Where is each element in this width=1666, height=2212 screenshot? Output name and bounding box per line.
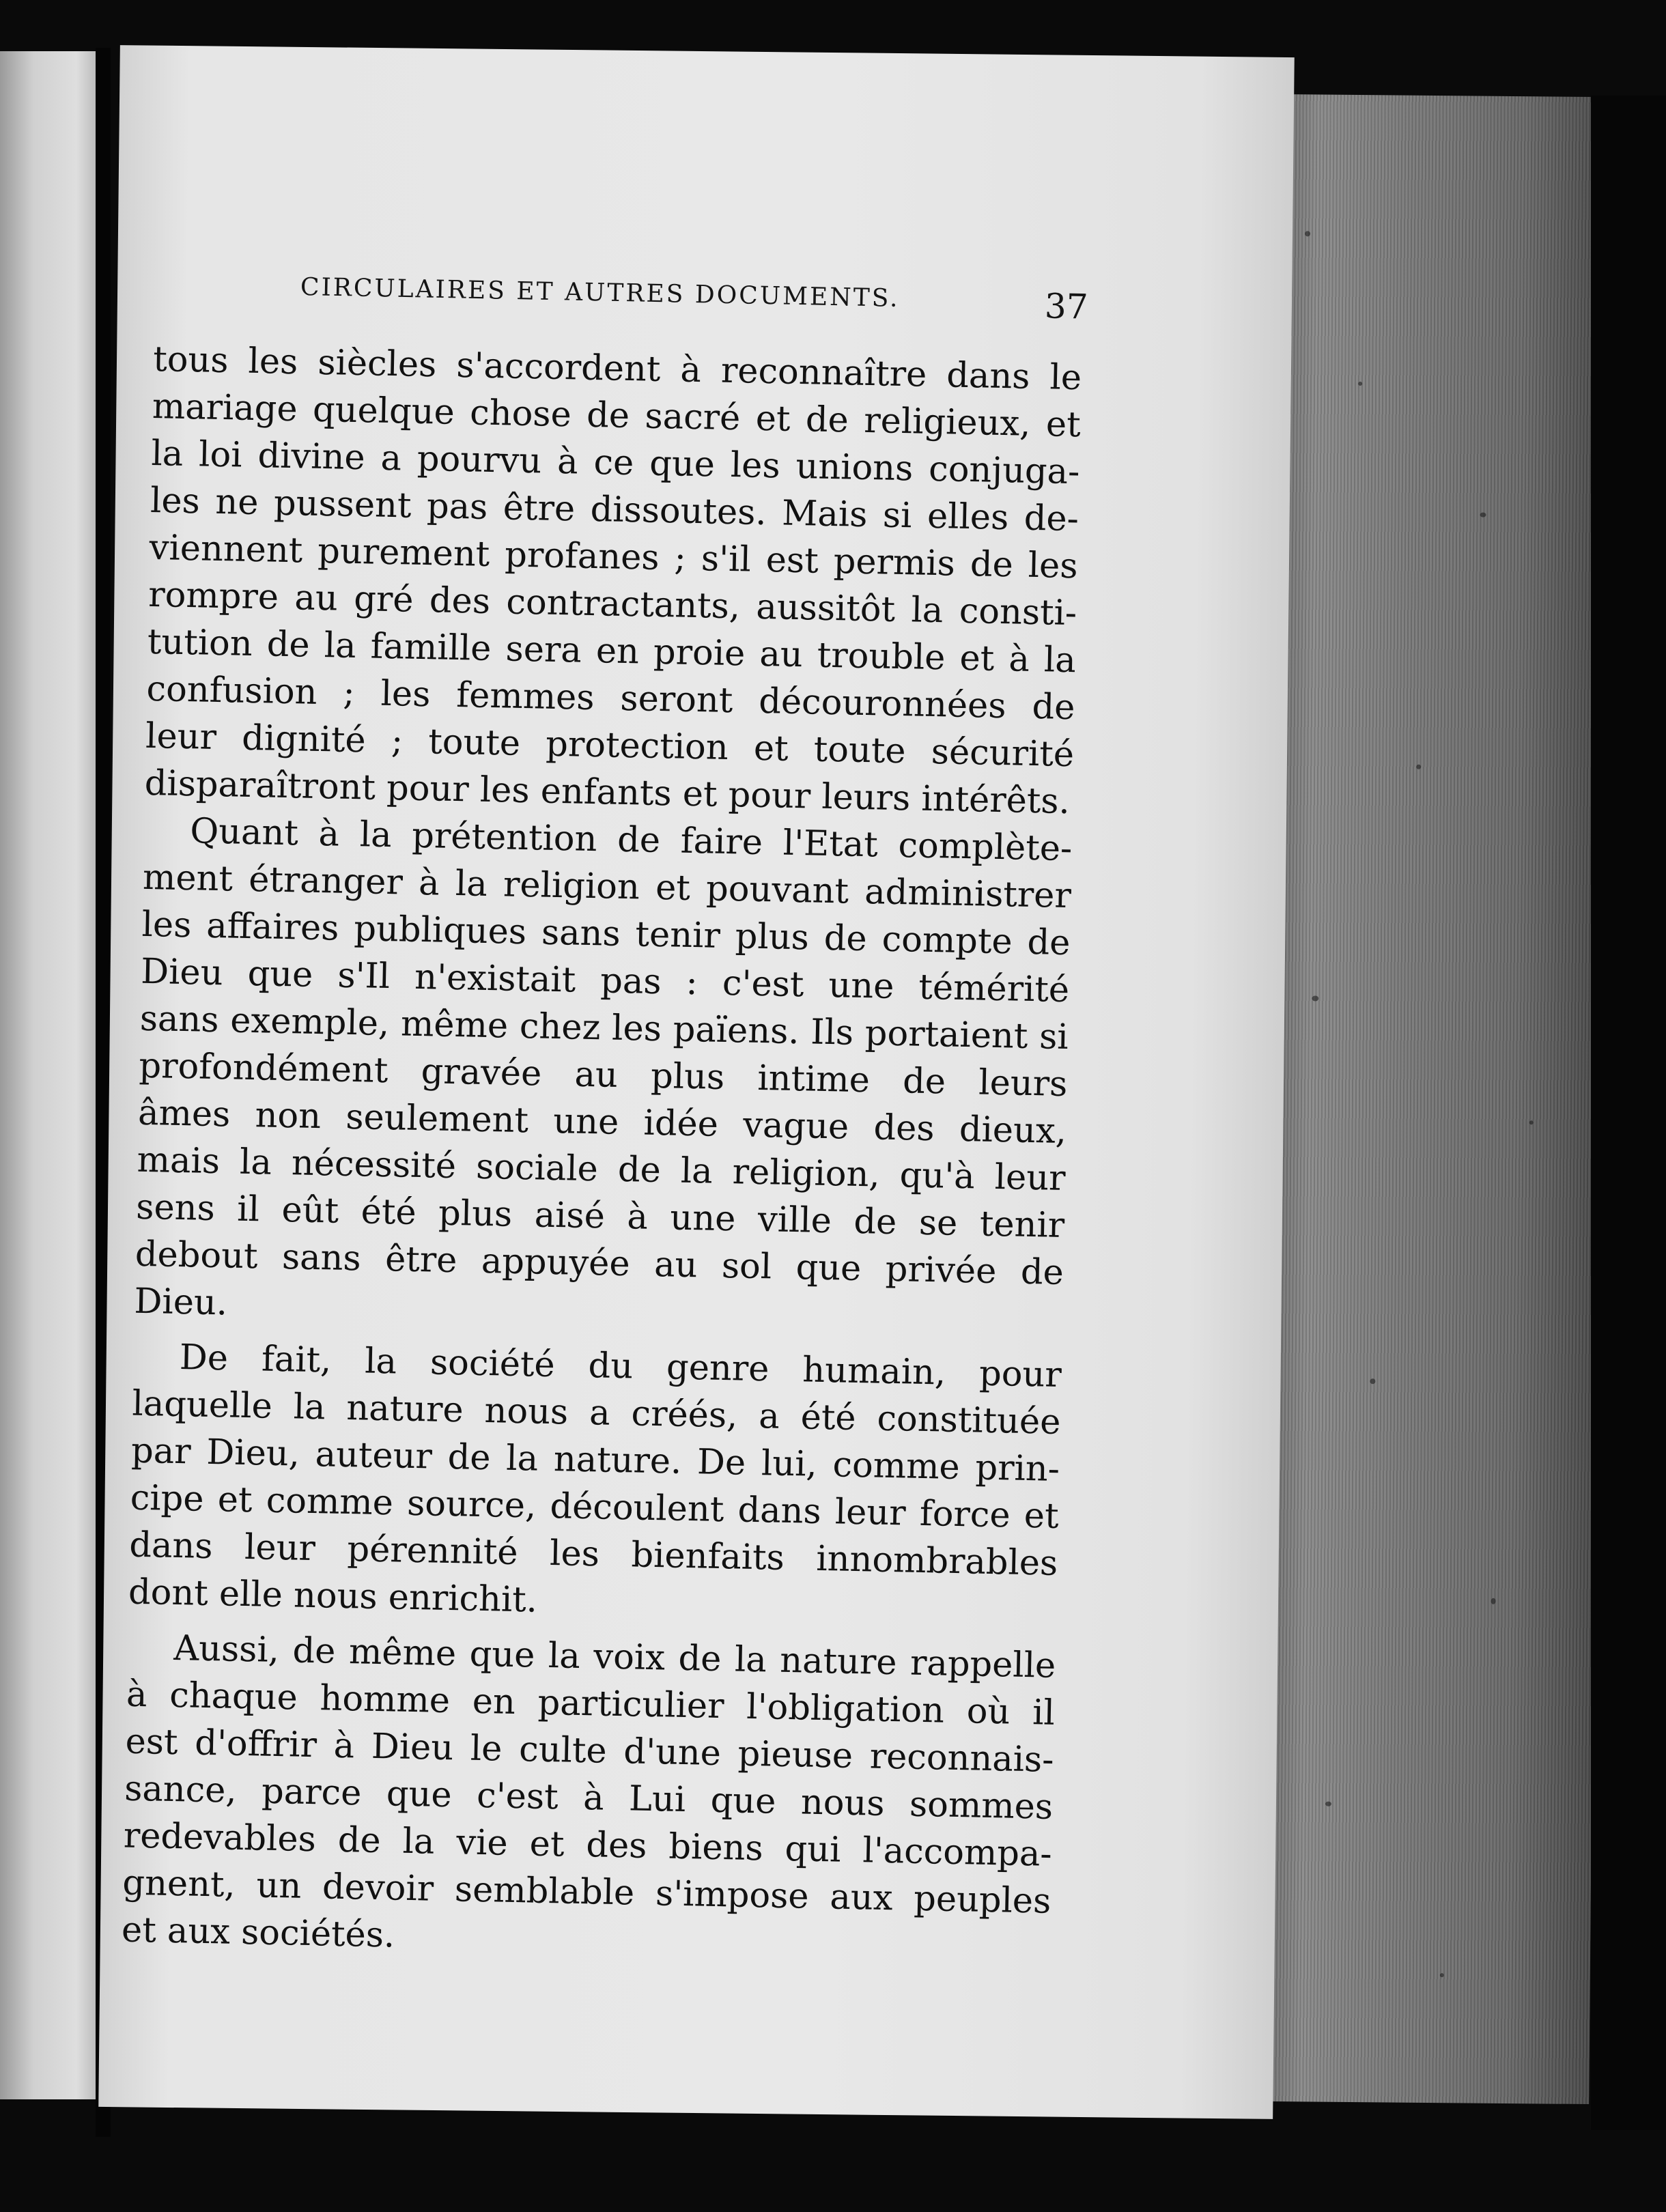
edge-speck bbox=[1358, 382, 1362, 386]
text-line: est d'offrir à Dieu le culte d'une pieuse reconnais- bbox=[125, 1721, 1054, 1781]
text-line: sens il eût été plus aisé à une ville de se tenir bbox=[135, 1187, 1065, 1247]
text-line: sans exemple, même chez les païens. Ils portaient si bbox=[139, 998, 1069, 1058]
previous-page-edge bbox=[0, 51, 96, 2099]
text-line: tous les siècles s'accordent à reconnaître dans le bbox=[152, 339, 1082, 399]
text-line: les ne pussent pas être dissoutes. Mais si elles de- bbox=[150, 480, 1079, 540]
text-line: redevables de la vie et des biens qui l'accompa- bbox=[123, 1815, 1053, 1875]
text-line: Dieu. bbox=[134, 1281, 228, 1324]
book-page-edges bbox=[1261, 94, 1607, 2104]
edge-speck bbox=[1480, 513, 1486, 517]
edge-speck bbox=[1416, 765, 1421, 769]
text-line: âmes non seulement une idée vague des dieux, bbox=[137, 1092, 1067, 1152]
text-line: par Dieu, auteur de la nature. De lui, comme prin- bbox=[130, 1430, 1060, 1490]
text-line: et aux sociétés. bbox=[121, 1910, 395, 1956]
text-line: confusion ; les femmes seront découronnées de bbox=[146, 668, 1075, 728]
text-line: la loi divine a pourvu à ce que les unions conjuga- bbox=[150, 433, 1080, 493]
text-line: tution de la famille sera en proie au trouble et à la bbox=[147, 621, 1077, 681]
edge-speck bbox=[1305, 231, 1310, 236]
text-line: cipe et comme source, découlent dans leur force et bbox=[130, 1477, 1060, 1537]
text-line: à chaque homme en particulier l'obligation où il bbox=[126, 1674, 1056, 1733]
text-line: dans leur pérennité les bienfaits innombrables bbox=[128, 1525, 1058, 1584]
page-number: 37 bbox=[1044, 286, 1089, 327]
running-header: CIRCULAIRES ET AUTRES DOCUMENTS. bbox=[300, 273, 900, 313]
text-line: Aussi, de même que la voix de la nature rappelle bbox=[173, 1628, 1056, 1686]
text-line: Quant à la prétention de faire l'Etat complète- bbox=[189, 811, 1073, 870]
text-line: laquelle la nature nous a créés, a été constituée bbox=[132, 1383, 1061, 1443]
text-line: mais la nécessité sociale de la religion, qu'à leur bbox=[137, 1139, 1067, 1200]
text-line: viennent purement profanes ; s'il est permis de les bbox=[149, 527, 1079, 587]
text-line: gnent, un devoir semblable s'impose aux peuples bbox=[122, 1862, 1051, 1922]
text-line: Dieu que s'Il n'existait pas : c'est une témérité bbox=[140, 951, 1070, 1011]
right-shadow bbox=[1591, 96, 1666, 2130]
edge-speck bbox=[1529, 1120, 1534, 1124]
edge-speck bbox=[1325, 1802, 1331, 1806]
text-line: leur dignité ; toute protection et toute sécurité bbox=[145, 715, 1075, 776]
text-line: profondément gravée au plus intime de leurs bbox=[138, 1045, 1068, 1105]
text-line: les affaires publiques sans tenir plus de compte de bbox=[141, 904, 1071, 964]
edge-speck bbox=[1491, 1598, 1496, 1604]
text-line: dont elle nous enrichit. bbox=[128, 1572, 538, 1621]
edge-speck bbox=[1440, 1973, 1444, 1977]
text-line: De fait, la société du genre humain, pour bbox=[179, 1337, 1062, 1395]
text-line: rompre au gré des contractants, aussitôt la consti- bbox=[147, 574, 1077, 634]
edge-speck bbox=[1370, 1378, 1375, 1384]
text-line: debout sans être appuyée au sol que privée de bbox=[135, 1234, 1064, 1294]
page-body bbox=[121, 336, 1082, 1972]
text-line: mariage quelque chose de sacré et de religieux, et bbox=[152, 386, 1082, 446]
text-line: disparaîtront pour les enfants et pour leurs intérêts. bbox=[144, 763, 1071, 823]
text-line: ment étranger à la religion et pouvant administrer bbox=[142, 857, 1072, 917]
edge-speck bbox=[1312, 995, 1318, 1001]
text-line: sance, parce que c'est à Lui que nous sommes bbox=[124, 1768, 1054, 1828]
